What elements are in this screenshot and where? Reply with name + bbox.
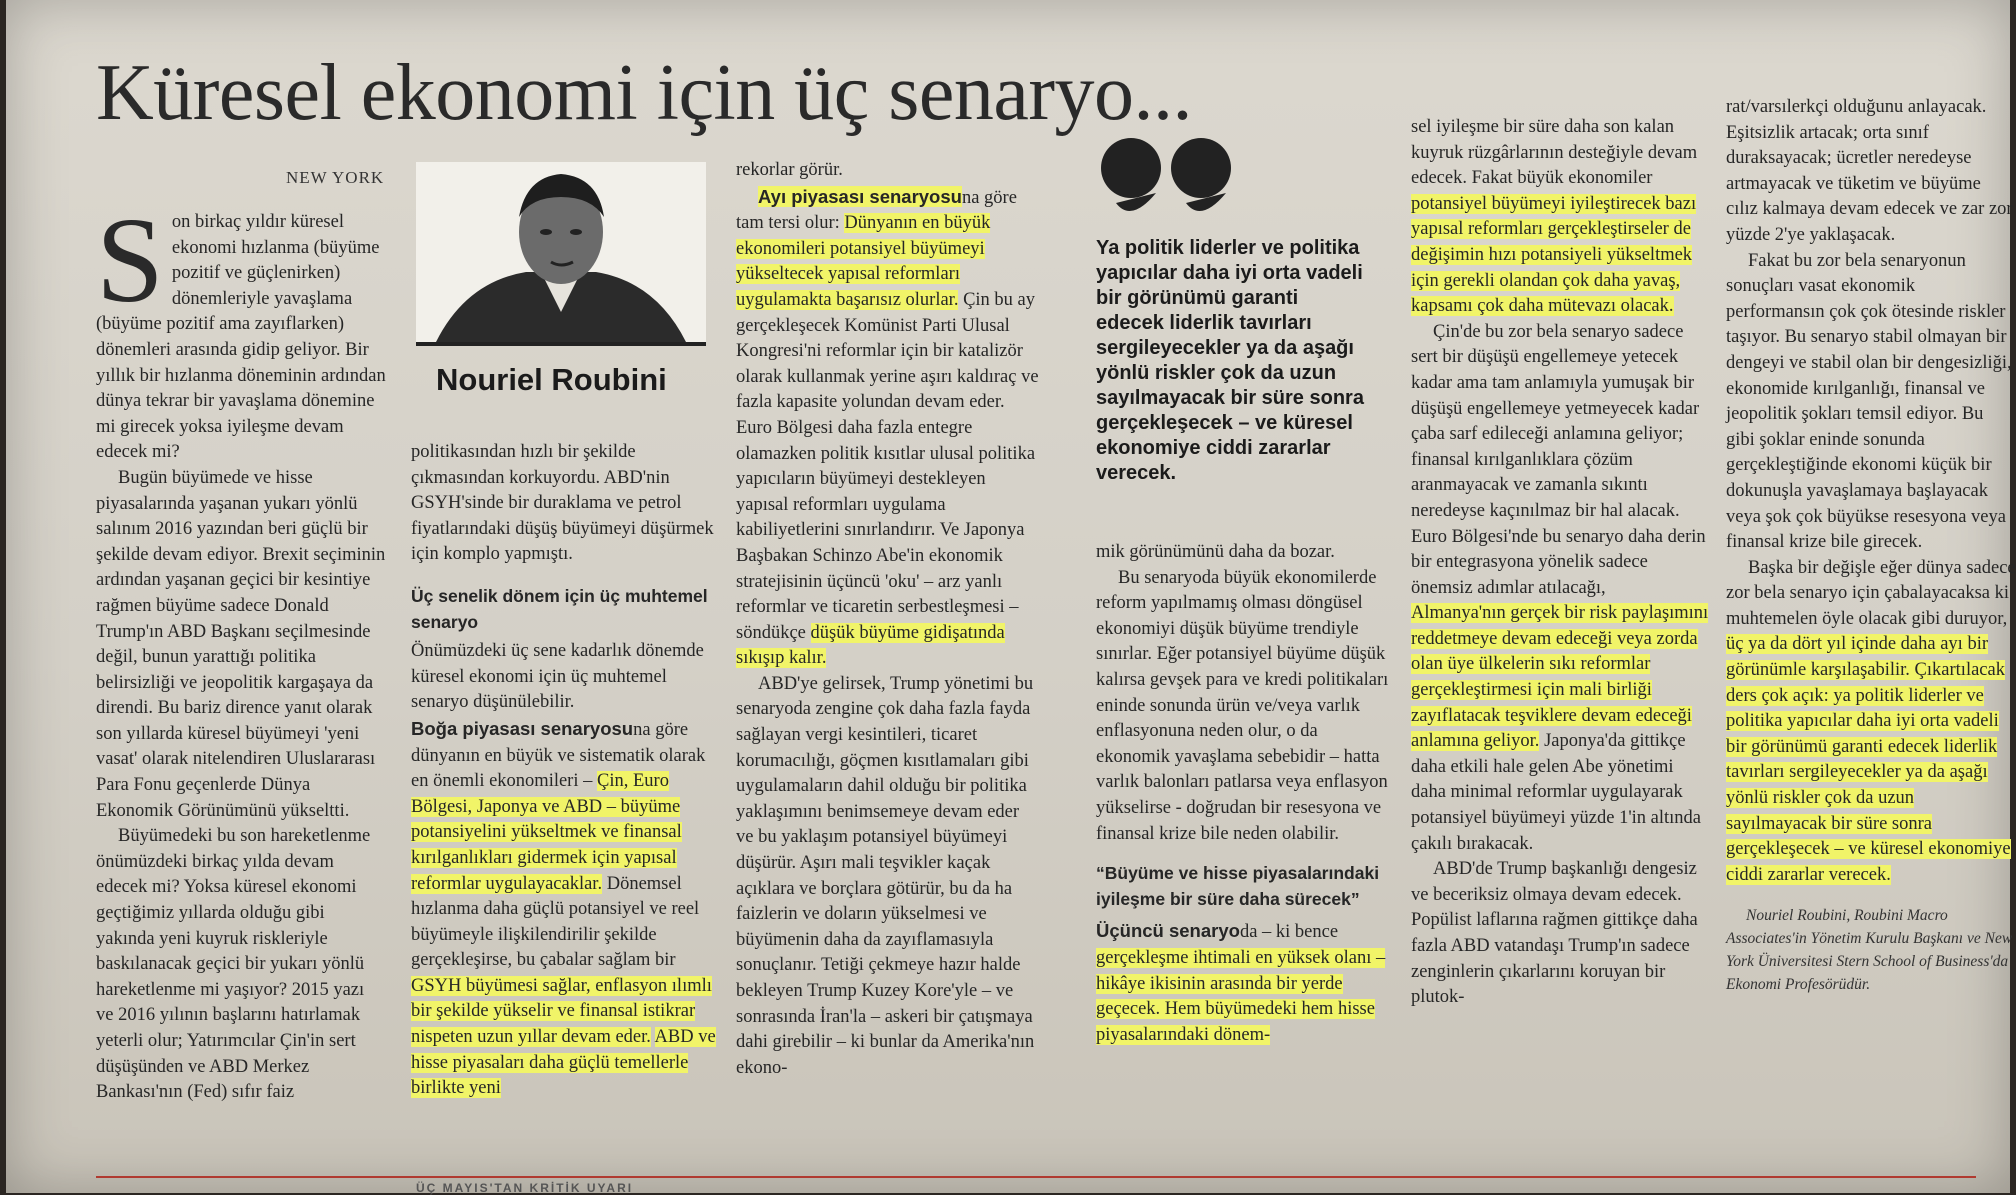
headline: Küresel ekonomi için üç senaryo... bbox=[96, 49, 1193, 137]
paragraph: Büyümedeki bu son hareketlenme önümüzdeki birkaç yılda devam edecek mi? Yoksa küresel ekonomi geçtiğimiz yıllarda olduğu gibi yakında yeni kuyruk riskleriyle baskılanacak geçici bir yukarı yönlü hareketlenme mi yaşıyor? 2015 yazı ve 2016 yılının başlarını hatırlamak yeterli olur; Yatırımcılar Çin'in sert düşüşünden ve ABD Merkez Bankası'nın (Fed) sıfır faiz bbox=[96, 826, 371, 1103]
paragraph: on birkaç yıldır küresel ekonomi hızlanma (büyüme pozitif ve güçlenirken) dönemleriyle yavaşlama (büyüme pozitif ama zayıflarken) dönemleri arasında gidip geliyor. Bir yıllık bir hızlanma döneminin ardından dünya tekrar bir yavaşlama dönemine mi girecek yoksa iyileşme devam edecek mi? bbox=[96, 212, 386, 463]
column-4 bbox=[1096, 540, 1396, 1048]
pull-quote: Ya politik liderler ve politika yapıcılar daha iyi orta vadeli bir görünümü garanti edecek liderlik tavırları sergileyecekler ya da aşağı yönlü riskler çok da uzun sayılmayacak bir süre sonra gerçekleşecek – ve küresel ekonomiye ciddi zararlar verecek. bbox=[1096, 237, 1364, 484]
column-1 bbox=[96, 193, 386, 1106]
paragraph: Almanya'nın gerçek bir risk paylaşımını reddetmeye devam edeceği veya zorda olan üye ülkelerin sıkı reformlar gerçekleştirmesi için mali birliği zayıflatacak teşviklere devam edeceği anlamına geliyor. Japonya'da gittikçe daha etkili hale gelen Abe yönetimi daha minimal reformlar uygulayarak potansiyel büyümeyi yüzde 1'in altında çakılı bırakacak. bbox=[1411, 603, 1709, 854]
column-6 bbox=[1726, 95, 2016, 996]
drop-cap: S bbox=[96, 193, 164, 328]
paragraph: politikasından hızlı bir şekilde çıkmasından korkuyordu. ABD'nin GSYH'sinde bir duraklama ve petrol fiyatlarındaki düşüş büyümeyi düşürmek için komplo yapmıştı. bbox=[411, 442, 714, 565]
paragraph: Başka bir değişle eğer dünya sadece zor bela senaryo için çabalayacaksa ki muhtemelen öyle olacak gibi duruyor, üç ya da dört yıl içinde daha ayı bir görünümle karşılaşabilir. Çıkartılacak ders çok açık: ya politik liderler ve politika yapıcılar daha iyi orta vadeli bir görünümü garanti edecek liderlik tavırları sergileyecekler ya da aşağı yönlü riskler çok da uzun sayılmayacak bir süre sonra gerçekleşecek – ve küresel ekonomiye ciddi zararlar verecek. bbox=[1726, 557, 2016, 885]
paragraph: Önümüzdeki üç sene kadarlık dönemde küresel ekonomi için üç muhtemel senaryo düşünülebilir. bbox=[411, 641, 704, 713]
author-name: Nouriel Roubini bbox=[436, 362, 667, 397]
paragraph: Boğa piyasası senaryosuna göre dünyanın en büyük ve sistematik olarak en önemli ekonomileri – Çin, Euro Bölgesi, Japonya ve ABD – büyüme potansiyelini yükseltmek ve finansal kırılganlıkları gidermek için yapısal reformlar uygulayacaklar. Dönemsel hızlanma daha güçlü potansiyel ve reel büyümeyle ilişkilendirilir şekilde gerçekleşirse, bu çabalar sağlam bir GSYH büyümesi sağlar, enflasyon ılımlı bir şekilde yükselir ve finansal istikrar nispeten uzun yıllar devam eder. ABD ve hisse piyasaları daha güçlü temellerle birlikte yeni bbox=[411, 717, 716, 1099]
subheading: Üç senelik dönem için üç muhtemel senaryo bbox=[411, 585, 708, 632]
paragraph: Fakat bu zor bela senaryonun sonuçları vasat ekonomik performansın çok çok ötesinde riskler taşıyor. Bu senaryo stabil olmayan bir dengeyi ve stabil olan bir dengesizliği, ekonomide kırılganlığı, finansal ve jeopolitik şokları temsil ediyor. Bu gibi şoklar eninde sonunda gerçekleştiğinde ekonomi küçük bir dokunuşla yavaşlamaya başlayacak veya şok çok büyükse resesyona veya finansal krize bile girecek. bbox=[1726, 250, 2012, 553]
paragraph: Bugün büyümede ve hisse piyasalarında yaşanan yukarı yönlü salınım 2016 yazından beri güçlü bir şekilde devam ediyor. Brexit seçiminin ardından yaşanan geçici bir kesintiye rağmen büyüme sadece Donald Trump'ın ABD Başkanı seçilmesinde değil, bunun yarattığı politika belirsizliği ve jeopolitik kargaşaya da direndi. Bu bariz dirence yanıt olarak son yıllarda küresel büyümeyi 'yeni vasat' olarak nitelendiren Uluslararası Para Fonu geçenlerde Dünya Ekonomik Görünümünü yükseltti. bbox=[96, 467, 386, 821]
article bbox=[96, 0, 2016, 1195]
paragraph: Ayı piyasası senaryosuna göre tam tersi olur: Dünyanın en büyük ekonomileri potansiyel büyümeyi yükseltecek yapısal reformları uygulamakta başarısız olurlar. Çin bu ay gerçekleşecek Komünist Parti Ulusal Kongresi'ni reformlar için bir katalizör olarak kullanmak yerine aşırı kaldıraç ve fazla kapasite yolundan devam eder. Euro Bölgesi daha fazla entegre olamazken politik kısıtlar ulusal politika yapıcıların büyümeyi destekleyen yapısal reformları uygulama kabiliyetlerini sınırlandırır. Ve Japonya Başbakan Schinzo Abe'in ekonomik stratejisinin üçüncü 'oku' – arz yanlı reformlar ve ticaretin serbestleşmesi – söndükçe düşük büyüme gidişatında sıkışıp kalır. bbox=[736, 185, 1039, 669]
dateline: NEW YORK bbox=[286, 168, 385, 187]
author-rule bbox=[416, 342, 706, 346]
bottom-rule bbox=[96, 1176, 1976, 1181]
author-credit: Nouriel Roubini, Roubini Macro Associates'in Yönetim Kurulu Başkanı ve New York Üniversitesi Stern School of Business'da Ekonomi Profesörüdür. bbox=[1726, 907, 2013, 994]
author-photo bbox=[416, 162, 706, 342]
newspaper-page bbox=[6, 0, 2016, 1195]
paragraph: mik görünümünü daha da bozar. bbox=[1096, 542, 1335, 562]
paragraph: Üçüncü senaryoda – ki bence gerçekleşme ihtimali en yüksek olanı – hikâye ikisinin arasında bir yerde geçecek. Hem büyümedeki hem hisse piyasalarındaki dönem- bbox=[1096, 920, 1386, 1045]
column-5 bbox=[1411, 115, 1711, 1011]
paragraph: rekorlar görür. bbox=[736, 160, 843, 180]
footer-strip: ÜÇ MAYIS'TAN KRİTİK UYARI bbox=[416, 1181, 634, 1195]
pull-quote-2: “Büyüme ve hisse piyasalarındaki iyileşme bir süre daha sürecek” bbox=[1096, 863, 1380, 909]
paragraph: sel iyileşme bir süre daha son kalan kuyruk rüzgârlarının desteğiyle devam edecek. Fakat büyük ekonomiler potansiyel büyümeyi iyileştirecek bazı yapısal reformları gerçekleştirseler de değişimin hızı potansiyeli yükseltmek için gerekli olandan çok daha yavaş, kapsamı çok daha mütevazı olacak. bbox=[1411, 117, 1698, 317]
column-2 bbox=[411, 440, 716, 1102]
paragraph: rat/varsılerkçi olduğunu anlayacak. Eşitsizlik artacak; orta sınıf duraksayacak; ücretler neredeyse artmayacak ve tüketim ve büyüme cılız kalmaya devam edecek ve zar zor yüzde 2'ye yaklaşacak. bbox=[1726, 97, 2013, 245]
quote-marks-icon bbox=[1096, 128, 1296, 218]
column-3 bbox=[736, 158, 1041, 1081]
paragraph: Çin'de bu zor bela senaryo sadece sert bir düşüşü engellemeye yetecek kadar ama tam anlamıyla yumuşak bir düşüşü engellemeye yetmeyecek kadar çaba sarf edileceği anlamına geliyor; finansal kırılganlıklara çözüm aranmayacak ve zamanla sıkıntı neredeyse kaçınılmaz bir hal alacak. Euro Bölgesi'nde bu senaryo daha derin bir entegrasyona yönelik sadece önemsiz adımlar atılacağı, bbox=[1411, 321, 1706, 598]
paragraph: ABD'ye gelirsek, Trump yönetimi bu senaryoda zengine çok daha fazla fayda sağlayan vergi kesintileri, ticaret korumacılığı, göçmen kısıtlamaları gibi uygulamaların dahil olduğu bir politika yaklaşımını benimsemeye devam eder ve bu yaklaşım potansiyel büyümeyi düşürür. Aşırı mali teşvikler kaçak açıklara ve borçlara götürür, bu da ha faizlerin ve doların yükselmesi ve büyümenin daha da zayıflamasıyla sonuçlanır. Tetiği çekmeye hazır halde bekleyen Trump Kuzey Kore'yle – ve sonrasında İran'la – askeri bir çatışmaya dahi girebilir – ki bunlar da Amerika'nın ekono- bbox=[736, 673, 1035, 1078]
paragraph: Bu senaryoda büyük ekonomilerde reform yapılmamış olması döngüsel ekonomiyi düşük büyüme trendiyle sınırlar. Eğer potansiyel büyüme düşük kalırsa gevşek para ve kredi politikaları eninde sonunda ürün ve/veya varlık enflasyonuna neden olur, o da ekonomik yavaşlama sebebidir – hatta varlık balonları patlarsa veya enflasyon yükselirse - doğrudan bir resesyona ve finansal krize bile neden olabilir. bbox=[1096, 567, 1389, 844]
paragraph: ABD'de Trump başkanlığı dengesiz ve beceriksiz olmaya devam edecek. Popülist laflarına rağmen gittikçe daha fazla ABD vatandaşı Trump'ın sadece zenginlerin çıkarlarını koruyan bir plutok- bbox=[1411, 859, 1698, 1008]
